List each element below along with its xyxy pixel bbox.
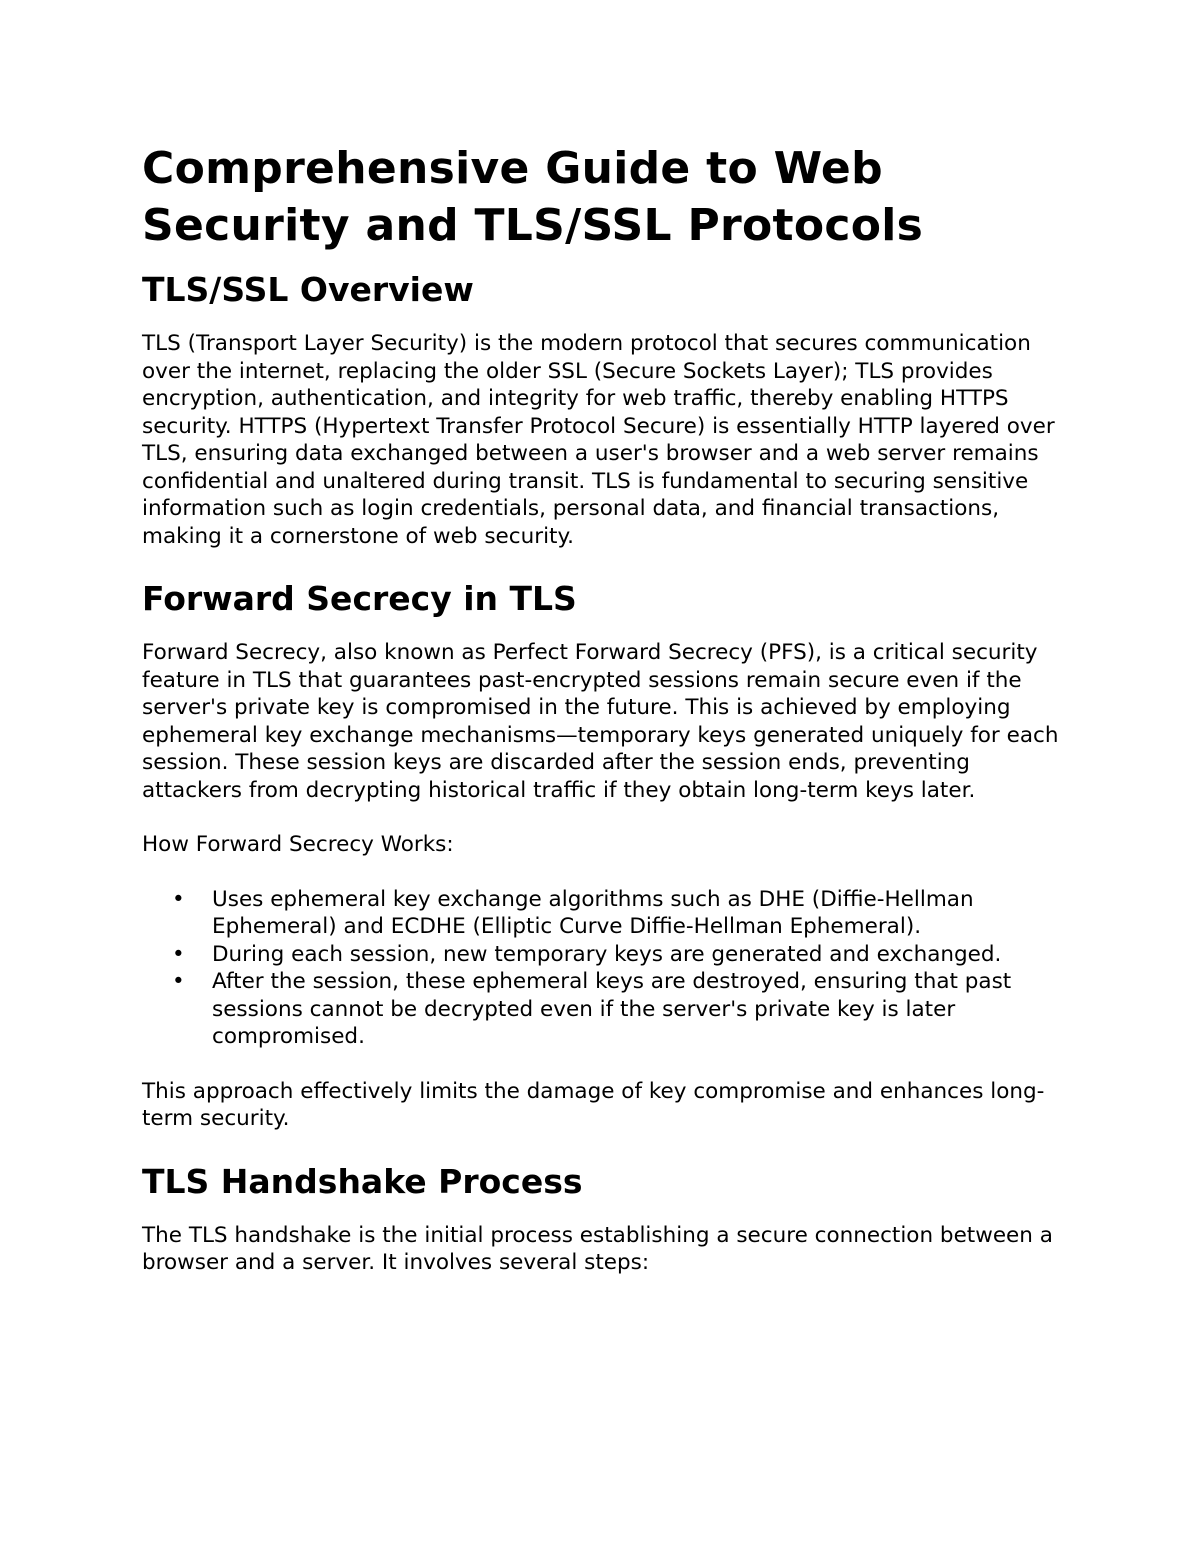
- list-item: [172, 941, 1072, 969]
- list-item-text: Uses ephemeral key exchange algorithms such as DHE (Diffie-Hellman Ephemeral) and ECDHE (Elliptic Curve Diffie-Hellman Ephemeral).: [212, 886, 974, 939]
- bullet-icon: •: [172, 941, 185, 967]
- section-heading: Forward Secrecy in TLS: [142, 579, 577, 618]
- bullet-icon: •: [172, 969, 185, 994]
- list-item: [172, 886, 1072, 941]
- section-tls-ssl-overview: [142, 268, 1072, 550]
- bullet-list: [142, 886, 1072, 1051]
- list-item: [172, 968, 1072, 1051]
- list-intro: How Forward Secrecy Works:: [142, 832, 454, 857]
- list-item-text: After the session, these ephemeral keys are destroyed, ensuring that past sessions cannot be decrypted even if the server's private key is later compromised.: [212, 969, 1012, 1049]
- document-title: Comprehensive Guide to Web Security and TLS/SSL Protocols: [142, 143, 924, 251]
- document-page: [142, 140, 1072, 1304]
- paragraph: The TLS handshake is the initial process establishing a secure connection between a browser and a server. It involves several steps:: [142, 1222, 1053, 1275]
- list-item-text: During each session, new temporary keys are generated and exchanged.: [212, 941, 1002, 967]
- section-heading: TLS Handshake Process: [142, 1161, 583, 1201]
- paragraph: TLS (Transport Layer Security) is the modern protocol that secures communication over the internet, replacing the older SSL (Secure Sockets Layer); TLS provides encryption, authentication, and integrity for web traffic, thereby enabling HTTPS security. HTTPS (Hypertext Transfer Protocol Secure) is essentially HTTP layered over TLS, ensuring data exchanged between a user's browser and a web server remains confidential and unaltered during transit. TLS is fundamental to securing sensitive information such as login credentials, personal data, and financial transactions, making it a cornerstone of web security.: [142, 331, 1055, 549]
- paragraph: Forward Secrecy, also known as Perfect Forward Secrecy (PFS), is a critical security feature in TLS that guarantees past-encrypted sessions remain secure even if the server's private key is compromised in the future. This is achieved by employing ephemeral key exchange mechanisms—temporary keys generated uniquely for each session. These session keys are discarded after the session ends, preventing attackers from decrypting historical traffic if they obtain long-term keys later.: [142, 640, 1059, 803]
- section-heading: TLS/SSL Overview: [142, 270, 474, 309]
- bullet-icon: •: [172, 886, 185, 912]
- paragraph: This approach effectively limits the damage of key compromise and enhances long-term security.: [142, 1078, 1045, 1131]
- section-tls-handshake: [142, 1160, 1072, 1277]
- section-forward-secrecy: [142, 577, 1072, 1133]
